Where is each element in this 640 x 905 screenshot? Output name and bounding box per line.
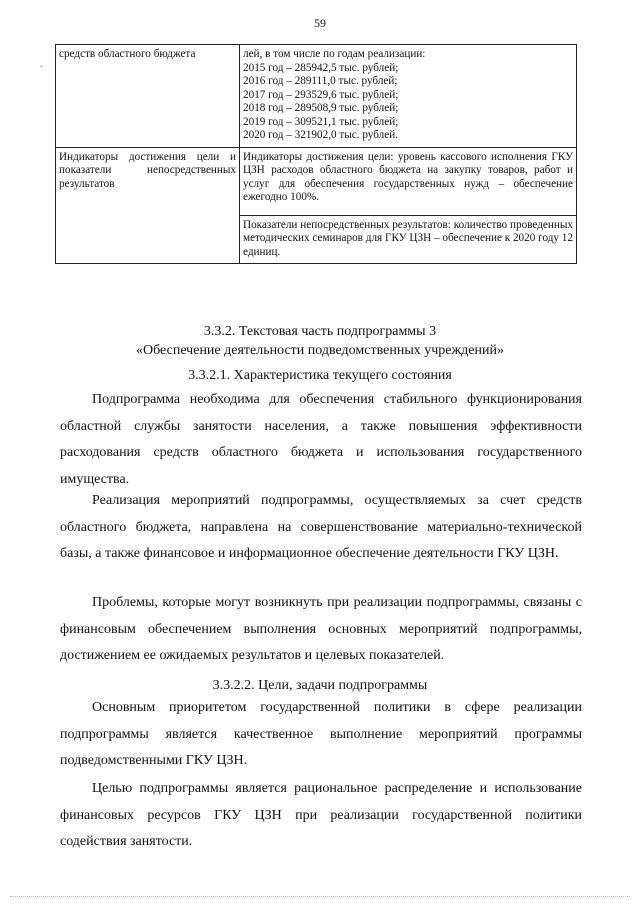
subsection-heading: 3.3.2.2. Цели, задачи подпрограммы xyxy=(212,678,428,693)
paragraph: Реализация мероприятий подпрограммы, осуществляемых за счет средств областного бюджета, направлена на совершенствование материально-технической базы, а также финансовое и информационное обеспечение деятельности ГКУ ЦЗН. xyxy=(60,493,582,561)
funding-line: 2017 год – 293529,6 тыс. рублей; xyxy=(243,88,399,101)
passport-table xyxy=(55,44,577,264)
paragraph: Проблемы, которые могут возникнуть при реализации подпрограммы, связаны с финансовым обеспечением выполнения основных мероприятий подпрограммы, достижением ее ожидаемых результатов и целевых показателей. xyxy=(60,595,582,663)
table-cell-label: средств областного бюджета xyxy=(56,45,240,148)
paragraph: Основным приоритетом государственной политики в сфере реализации подпрограммы является качественное выполнение мероприятий программы подведомственными ГКУ ЦЗН. xyxy=(60,700,582,768)
funding-line: 2016 год – 289111,0 тыс. рублей; xyxy=(243,75,398,87)
table-cell-label: Индикаторы достижения цели и показатели непосредственных результатов xyxy=(56,147,240,264)
paragraph: Подпрограмма необходима для обеспечения стабильного функционирования областной службы занятости населения, а также повышения эффективности расходования средств областного бюджета и использования государственного имущества. xyxy=(60,392,582,487)
funding-line: лей, в том числе по годам реализации: xyxy=(243,48,426,60)
margin-mark: · xyxy=(40,62,44,73)
page-number: 59 xyxy=(314,16,326,30)
table-row xyxy=(56,45,577,148)
section-heading-subtitle: «Обеспечение деятельности подведомственных учреждений» xyxy=(136,343,504,358)
funding-line: 2020 год – 321902,0 тыс. рублей. xyxy=(243,129,398,141)
funding-line: 2019 год – 309521,1 тыс. рублей; xyxy=(243,115,399,128)
funding-line: 2018 год – 289508,9 тыс. рублей; xyxy=(243,102,399,114)
subsection-heading: 3.3.2.1. Характеристика текущего состояния xyxy=(188,368,452,383)
paragraph: Целью подпрограммы является рациональное распределение и использование финансовых ресурсов ГКУ ЦЗН при реализации государственной политики содействия занятости. xyxy=(60,781,582,849)
section-heading: 3.3.2. Текстовая часть подпрограммы 3 xyxy=(203,324,437,339)
scan-edge-rule xyxy=(10,896,630,897)
table-cell-value: Индикаторы достижения цели: уровень кассового исполнения ГКУ ЦЗН расходов областного бюджета на закупку товаров, работ и услуг для обеспечения государственных нужд – обеспечение ежегодно 100%. xyxy=(240,147,577,215)
table-cell-value xyxy=(240,45,577,148)
table-row xyxy=(56,147,577,215)
funding-line: 2015 год – 285942,5 тыс. рублей; xyxy=(243,61,399,74)
table-cell-value: Показатели непосредственных результатов: количество проведенных методических семинаров для ГКУ ЦЗН – обеспечение к 2020 году 12 единиц. xyxy=(240,215,577,264)
